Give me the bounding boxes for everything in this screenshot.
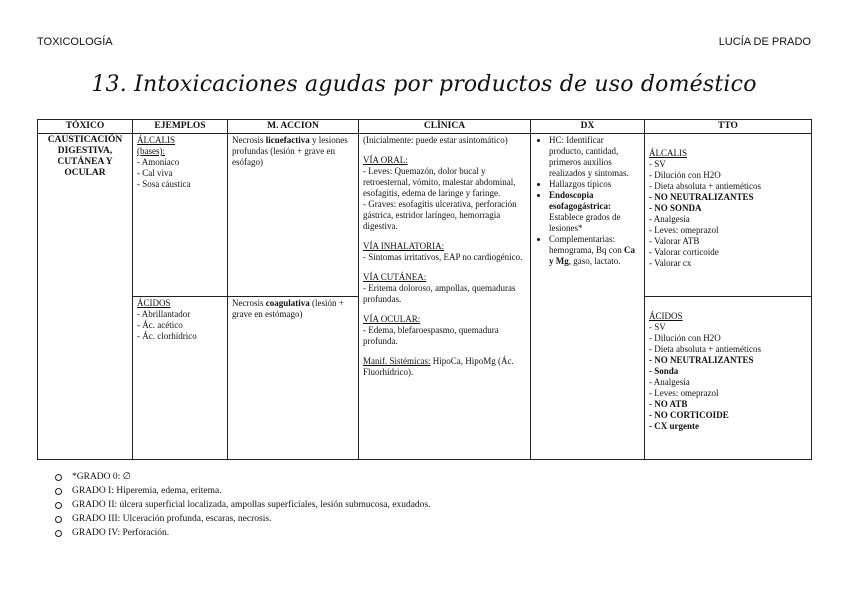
accion-text: Necrosis xyxy=(232,135,266,145)
accion-text: y lesiones profundas (lesión + grave en esófago) xyxy=(232,135,348,167)
grade-item: GRADO III: Ulceración profunda, escaras, necrosis. xyxy=(44,512,431,526)
grade-item: GRADO IV: Perforación. xyxy=(44,526,431,540)
tto-acidos-item: - NO CORTICOIDE xyxy=(649,410,729,420)
dx-item: • Hallazgos típicos xyxy=(549,179,640,190)
col-header-clinica: CLÍNICA xyxy=(359,120,531,134)
clinica-ocular xyxy=(363,314,526,347)
sistemicas-heading: Manif. Sistémicas: xyxy=(363,356,431,366)
tto-alcalis-item: - Analgesia xyxy=(649,214,690,224)
accion-text: (lesión + grave en estómago) xyxy=(232,298,344,319)
tto-alcalis-item: - Leves: omeprazol xyxy=(649,225,719,235)
dx-item xyxy=(549,190,640,234)
tto-alcalis-item: - SV xyxy=(649,159,666,169)
acidos-heading: ÁCIDOS xyxy=(137,298,171,308)
tto-acidos-list xyxy=(649,322,807,432)
alcalis-example: - Amoníaco xyxy=(137,157,180,167)
tto-acidos-item: - Leves: omeprazol xyxy=(649,388,719,398)
col-header-mecanismo: M. ACCION xyxy=(228,120,359,134)
ocular-heading: VÍA OCULAR: xyxy=(363,314,421,324)
tto-alcalis-item: - Dilución con H2O xyxy=(649,170,721,180)
clinica-sistemicas xyxy=(363,356,526,378)
tto-alcalis-item: - Valorar ATB xyxy=(649,236,700,246)
summary-table xyxy=(37,119,812,460)
inhalatoria-text: - Síntomas irritativos, EAP no cardiogénico. xyxy=(363,252,523,262)
table-row-alcalis xyxy=(38,134,812,297)
acidos-example: - Ác. acético xyxy=(137,320,183,330)
accion-key-term: licuefactiva xyxy=(265,135,310,145)
tto-acidos-item: - Analgesia xyxy=(649,377,690,387)
tto-acidos-item: - CX urgente xyxy=(649,421,699,431)
cell-accion-alcalis xyxy=(228,134,359,297)
dx-key-term: Ca y Mg xyxy=(549,245,635,266)
cell-tto-alcalis xyxy=(645,134,812,297)
col-header-ejemplos: EJEMPLOS xyxy=(133,120,228,134)
cell-accion-acidos xyxy=(228,297,359,460)
dx-item: • HC: Identificar producto, cantidad, primeros auxilios realizados y síntomas. xyxy=(549,135,640,179)
table-header-row xyxy=(38,120,812,134)
dx-list xyxy=(535,135,640,267)
grade-item: GRADO II: úlcera superficial localizada, ampollas superficiales, lesión submucosa, exudados. xyxy=(44,498,431,512)
cell-ejemplos-alcalis xyxy=(133,134,228,297)
cell-dx xyxy=(531,134,645,460)
col-header-toxico: TÓXICO xyxy=(38,120,133,134)
grade-item: *GRADO 0: ∅ xyxy=(44,470,431,484)
tto-alcalis-item: - Valorar corticoide xyxy=(649,247,719,257)
acidos-example: - Abrillantador xyxy=(137,309,191,319)
tto-acidos-item: - NO NEUTRALIZANTES xyxy=(649,355,754,365)
alcalis-example: - Sosa cáustica xyxy=(137,179,191,189)
tto-acidos-heading: ÁCIDOS xyxy=(649,311,683,321)
acidos-example: - Ác. clorhídrico xyxy=(137,331,197,341)
alcalis-subheading: (bases): xyxy=(137,146,165,156)
header-subject: TOXICOLOGÍA xyxy=(37,36,113,48)
accion-key-term: coagulativa xyxy=(265,298,310,308)
sistemicas-text: HipoCa, HipoMg (Ác. Fluorhídrico). xyxy=(363,356,514,377)
clinica-inhalatoria xyxy=(363,241,526,263)
tto-acidos-item: - NO ATB xyxy=(649,399,688,409)
dx-text: Complementarias: hemograma, Bq con xyxy=(549,234,624,255)
tto-alcalis-item: - NO SONDA xyxy=(649,203,702,213)
tto-acidos-item: - Dieta absoluta + antieméticos xyxy=(649,344,762,354)
tto-alcalis-item: - Dieta absoluta + antieméticos xyxy=(649,181,762,191)
dx-item xyxy=(549,234,640,267)
inhalatoria-heading: VÍA INHALATORIA: xyxy=(363,241,445,251)
tto-alcalis-list xyxy=(649,159,807,269)
dx-text: , gaso, lactato. xyxy=(568,256,621,266)
tto-alcalis-heading: ÁLCALIS xyxy=(649,148,687,158)
oral-text: - Leves: Quemazón, dolor bucal y retroesternal, vómito, malestar abdominal, esofagitis, edema de laringe y faringe. xyxy=(363,166,516,198)
cell-tto-acidos xyxy=(645,297,812,460)
oral-text: - Graves: esofagitis ulcerativa, perforación gástrica, estridor laríngeo, hemorragia digestiva. xyxy=(363,199,517,231)
tto-alcalis-item: - Valorar cx xyxy=(649,258,692,268)
header-author: LUCÍA DE PRADO xyxy=(718,36,811,48)
col-header-tto: TTO xyxy=(645,120,812,134)
ocular-text: - Edema, blefaroespasmo, quemadura profunda. xyxy=(363,325,499,346)
oral-heading: VÍA ORAL: xyxy=(363,155,408,165)
cell-toxico: CAUSTICACIÓN DIGESTIVA, CUTÁNEA Y OCULAR xyxy=(38,134,133,460)
grade-item: GRADO I: Hiperemia, edema, eritema. xyxy=(44,484,431,498)
alcalis-example: - Cal viva xyxy=(137,168,173,178)
tto-acidos-item: - SV xyxy=(649,322,666,332)
cutanea-heading: VÍA CUTÁNEA: xyxy=(363,272,427,282)
page-title: 13. Intoxicaciones agudas por productos de uso doméstico xyxy=(91,72,757,97)
clinica-intro: (Inicialmente: puede estar asintomático) xyxy=(363,135,508,145)
clinica-cutanea xyxy=(363,272,526,305)
col-header-dx: DX xyxy=(531,120,645,134)
cell-ejemplos-acidos xyxy=(133,297,228,460)
grades-list xyxy=(44,470,431,540)
tto-alcalis-item: - NO NEUTRALIZANTES xyxy=(649,192,754,202)
cell-clinica xyxy=(359,134,531,460)
clinica-oral xyxy=(363,155,526,232)
cutanea-text: - Eritema doloroso, ampollas, quemaduras profundas. xyxy=(363,283,516,304)
tto-acidos-item: - Sonda xyxy=(649,366,679,376)
dx-key-term: Endoscopia esofagogástrica: xyxy=(549,190,611,211)
alcalis-heading: ÁLCALIS xyxy=(137,135,175,145)
tto-acidos-item: - Dilución con H2O xyxy=(649,333,721,343)
dx-text: Establece grados de lesiones* xyxy=(549,212,621,233)
accion-text: Necrosis xyxy=(232,298,266,308)
